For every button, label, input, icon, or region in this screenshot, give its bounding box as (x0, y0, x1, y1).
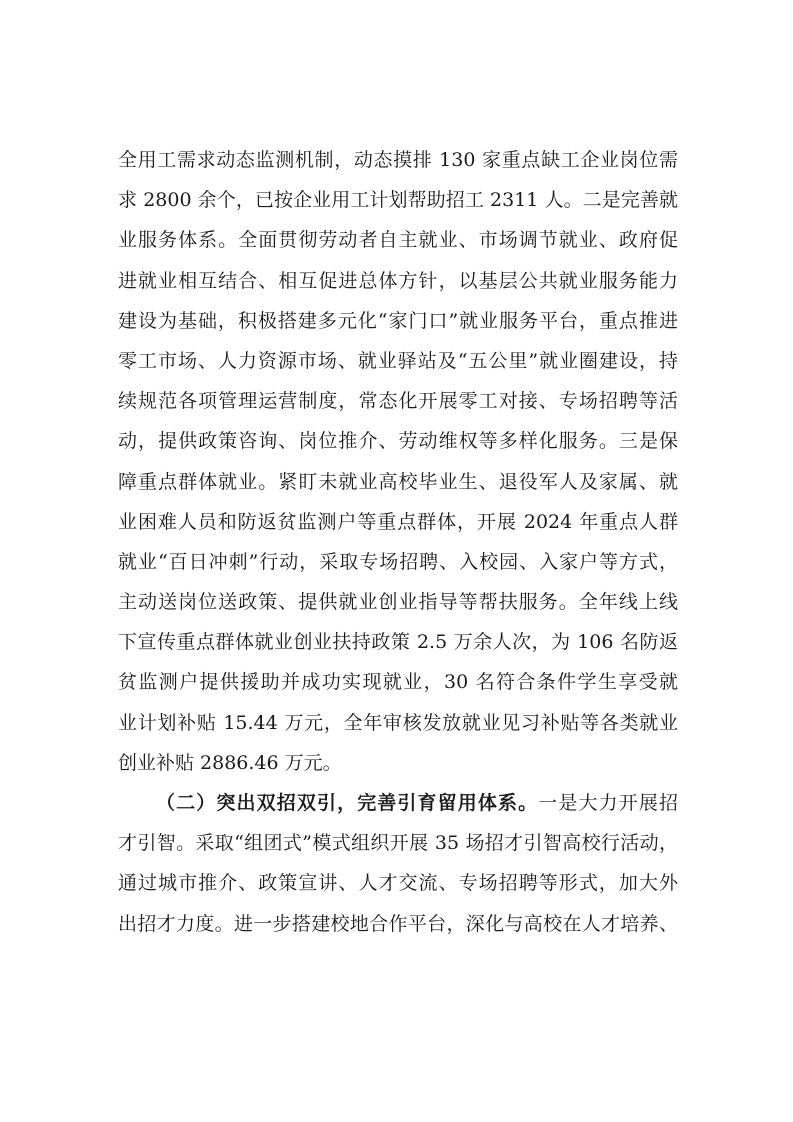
heading-line-rest: 一是大力开展招 (538, 792, 678, 814)
text-line: 建设为基础，积极搭建多元化“家门口”就业服务平台，重点推进 (118, 309, 678, 332)
text-line: 出招才力度。进一步搭建校地合作平台，深化与高校在人才培养、 (118, 912, 678, 935)
text-line: 下宣传重点群体就业创业扶持政策 2.5 万余人次，为 106 名防返 (118, 631, 678, 654)
text-line (118, 783, 678, 823)
text-line: 续规范各项管理运营制度，常态化开展零工对接、专场招聘等活 (118, 390, 678, 413)
paragraph-2 (118, 783, 678, 944)
text-line: 求 2800 余个，已按企业用工计划帮助招工 2311 人。二是完善就 (118, 189, 678, 212)
text-line: 业服务体系。全面贯彻劳动者自主就业、市场调节就业、政府促 (118, 229, 678, 252)
text-line: 业困难人员和防返贫监测户等重点群体，开展 2024 年重点人群 (118, 510, 678, 533)
text-line: 全用工需求动态监测机制，动态摸排 130 家重点缺工企业岗位需 (118, 149, 678, 171)
text-line: 障重点群体就业。紧盯未就业高校毕业生、退役军人及家属、就 (118, 470, 678, 493)
section-heading: （二）突出双招双引，完善引育留用体系。 (156, 792, 539, 814)
text-line: 创业补贴 2886.46 万元。 (118, 751, 342, 774)
text-line: 通过城市推介、政策宣讲、人才交流、专场招聘等形式，加大外 (118, 872, 678, 895)
text-line: 就业“百日冲刺”行动，采取专场招聘、入校园、入家户等方式， (118, 550, 678, 573)
text-line: 贫监测户提供援助并成功实现就业，30 名符合条件学生享受就 (118, 671, 678, 694)
text-line: 零工市场、人力资源市场、就业驿站及“五公里”就业圈建设，持 (118, 349, 678, 372)
text-line: 动，提供政策咨询、岗位推介、劳动维权等多样化服务。三是保 (118, 430, 678, 453)
text-line: 进就业相互结合、相互促进总体方针，以基层公共就业服务能力 (118, 269, 678, 292)
paragraph-1 (118, 140, 678, 783)
body-text (118, 140, 678, 944)
text-line: 业计划补贴 15.44 万元，全年审核发放就业见习补贴等各类就业 (118, 711, 678, 734)
text-line: 才引智。采取“组团式”模式组织开展 35 场招才引智高校行活动， (118, 832, 678, 855)
text-line: 主动送岗位送政策、提供就业创业指导等帮扶服务。全年线上线 (118, 591, 678, 614)
